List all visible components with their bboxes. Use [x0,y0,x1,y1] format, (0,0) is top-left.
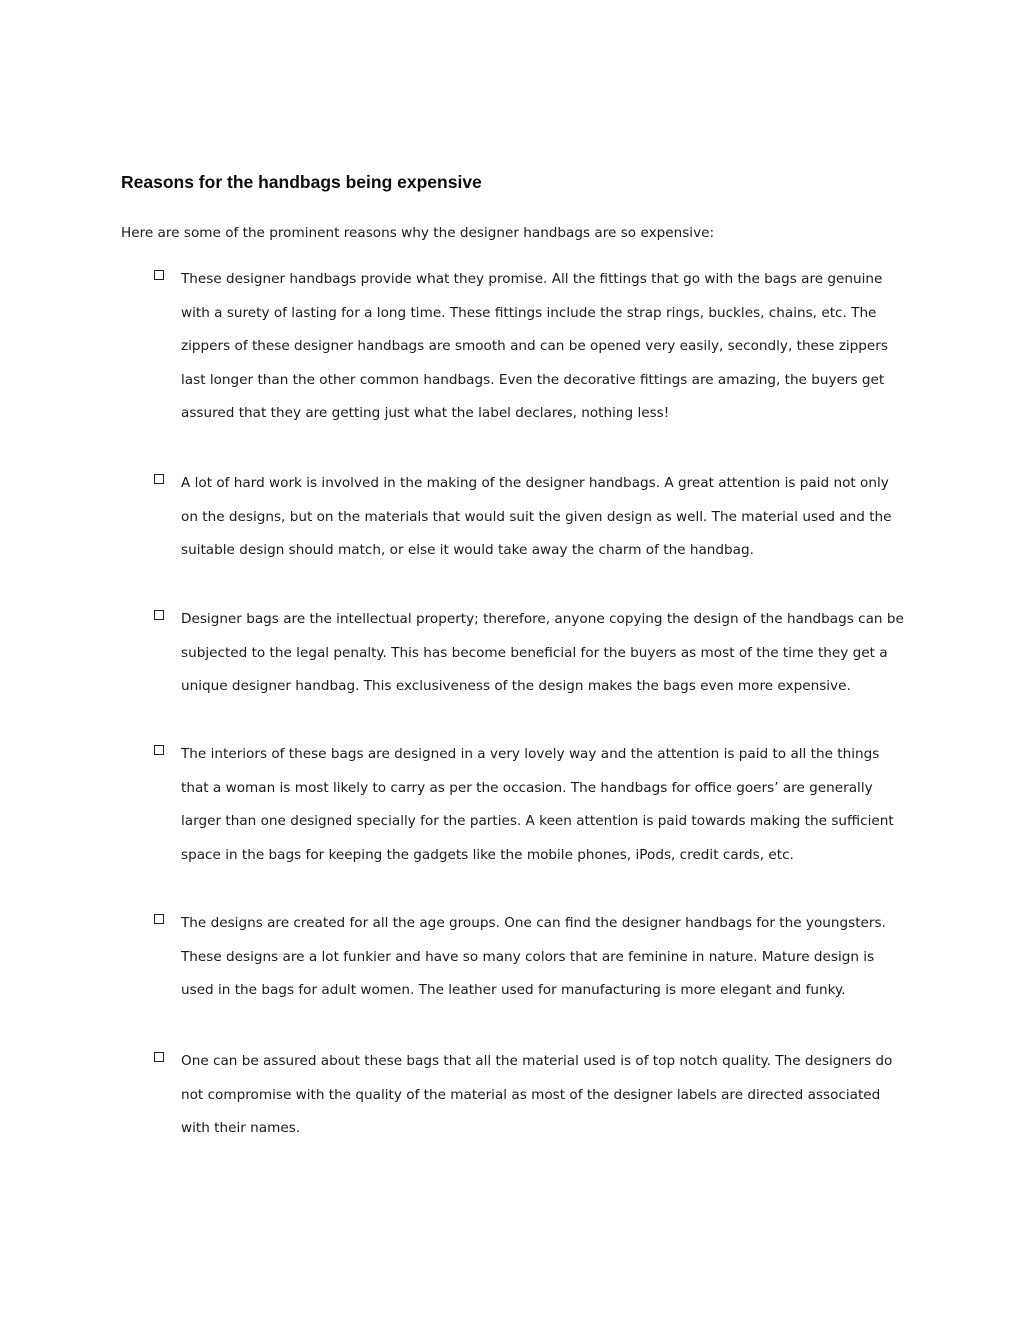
list-item-text: One can be assured about these bags that all the material used is of top notch quality. The designers do not compromise with the quality of the material as most of the designer labels are directed associated with their names. [181,1053,893,1136]
list-item-text: A lot of hard work is involved in the making of the designer handbags. A great attention is paid not only on the designs, but on the materials that would suit the given design as well. The material used and the suitable design should match, or else it would take away the charm of the handbag. [181,475,892,558]
list-item-text: The designs are created for all the age groups. One can find the designer handbags for the youngsters. These designs are a lot funkier and have so many colors that are feminine in nature. Mature design is used in the bags for adult women. The leather used for manufacturing is more elegant and funky. [181,915,886,998]
intro-paragraph: Here are some of the prominent reasons why the designer handbags are so expensive: [121,225,715,241]
checkbox-bullet-icon [154,914,164,924]
checkbox-bullet-icon [154,270,164,280]
checkbox-bullet-icon [154,1052,164,1062]
checkbox-bullet-icon [154,610,164,620]
list-item-text: The interiors of these bags are designed in a very lovely way and the attention is paid to all the things that a woman is most likely to carry as per the occasion. The handbags for office goers’ are generally larger than one designed specially for the parties. A keen attention is paid towards making the sufficient space in the bags for keeping the gadgets like the mobile phones, iPods, credit cards, etc. [181,746,894,863]
list-item-text: These designer handbags provide what they promise. All the fittings that go with the bags are genuine with a surety of lasting for a long time. These fittings include the strap rings, buckles, chains, etc. The zippers of these designer handbags are smooth and can be opened very easily, secondly, these zippers last longer than the other common handbags. Even the decorative fittings are amazing, the buyers get assured that they are getting just what the label declares, nothing less! [181,271,888,421]
checkbox-bullet-icon [154,474,164,484]
checkbox-bullet-icon [154,745,164,755]
page-title: Reasons for the handbags being expensive [121,172,482,192]
list-item-text: Designer bags are the intellectual property; therefore, anyone copying the design of the handbags can be subjected to the legal penalty. This has become beneficial for the buyers as most of the time they get a unique designer handbag. This exclusiveness of the design makes the bags even more expensive. [181,611,904,694]
